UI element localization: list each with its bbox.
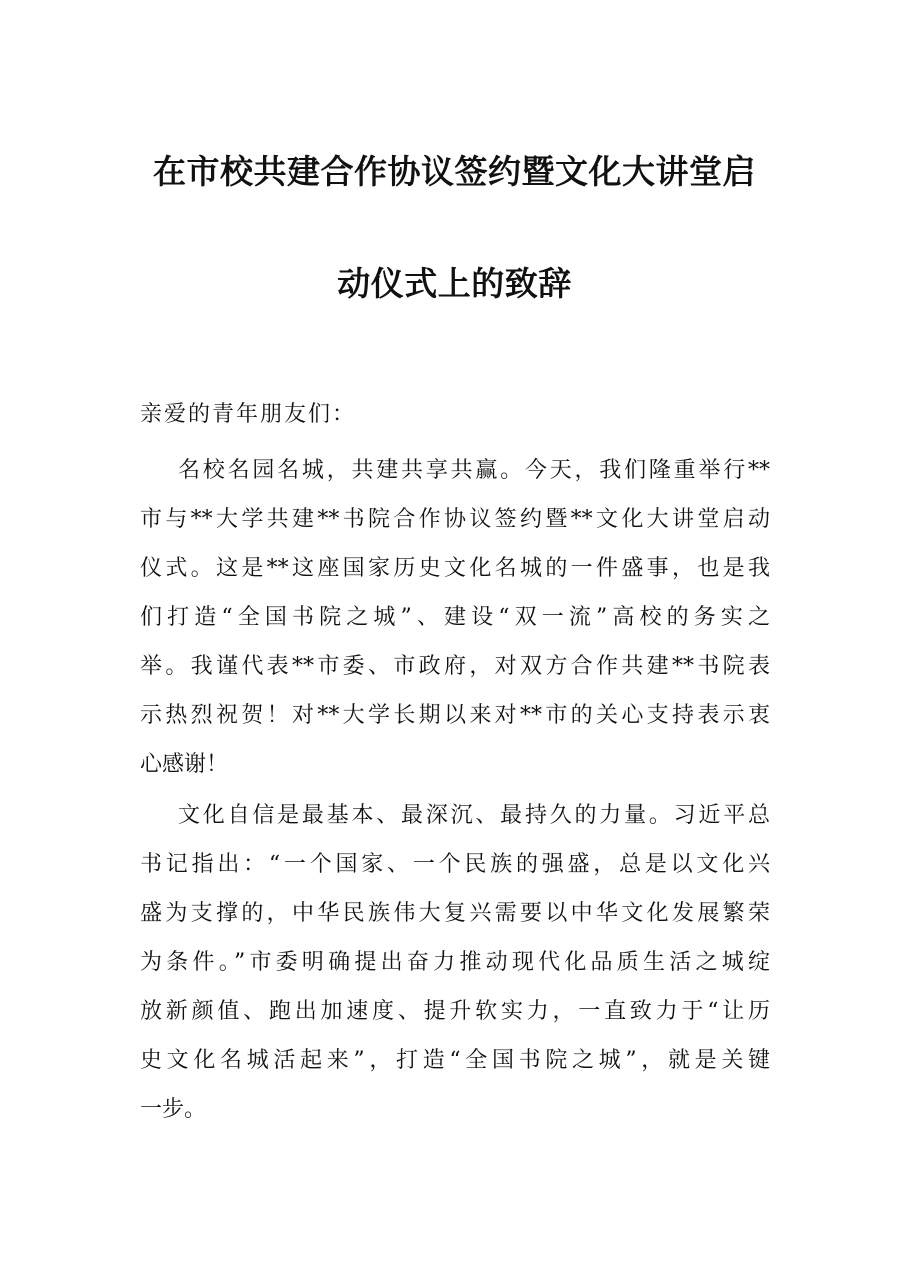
paragraph-line: 史文化名城活起来”，打造“全国书院之城”，就是关键	[140, 1048, 770, 1073]
paragraph-1	[140, 446, 770, 789]
paragraph-line: 文化自信是最基本、最深沉、最持久的力量。习近平总	[178, 803, 770, 828]
paragraph-line: 市与**大学共建**书院合作协议签约暨**文化大讲堂启动	[140, 507, 770, 532]
paragraph-line: 举。我谨代表**市委、市政府，对双方合作共建**书院表	[140, 654, 770, 679]
paragraph-line: 一步。	[140, 1097, 207, 1122]
paragraph-2	[140, 791, 770, 1134]
paragraph-line: 心感谢！	[140, 752, 229, 777]
paragraph-line: 们打造“全国书院之城”、建设“双一流”高校的务实之	[140, 605, 770, 630]
document-title-line-1: 在市校共建合作协议签约暨文化大讲堂启	[153, 152, 756, 191]
salutation: 亲爱的青年朋友们：	[140, 402, 357, 427]
document-title-line-2: 动仪式上的致辞	[337, 264, 572, 303]
paragraph-line: 为条件。”市委明确提出奋力推动现代化品质生活之城绽	[140, 950, 770, 975]
paragraph-line: 名校名园名城，共建共享共赢。今天，我们隆重举行**	[178, 458, 770, 483]
paragraph-line: 盛为支撑的，中华民族伟大复兴需要以中华文化发展繁荣	[140, 901, 770, 926]
paragraph-line: 示热烈祝贺！对**大学长期以来对**市的关心支持表示衷	[140, 703, 770, 728]
paragraph-line: 放新颜值、跑出加速度、提升软实力，一直致力于“让历	[140, 999, 770, 1024]
paragraph-line: 书记指出：“一个国家、一个民族的强盛，总是以文化兴	[140, 852, 770, 877]
paragraph-line: 仪式。这是**这座国家历史文化名城的一件盛事，也是我	[140, 556, 770, 581]
